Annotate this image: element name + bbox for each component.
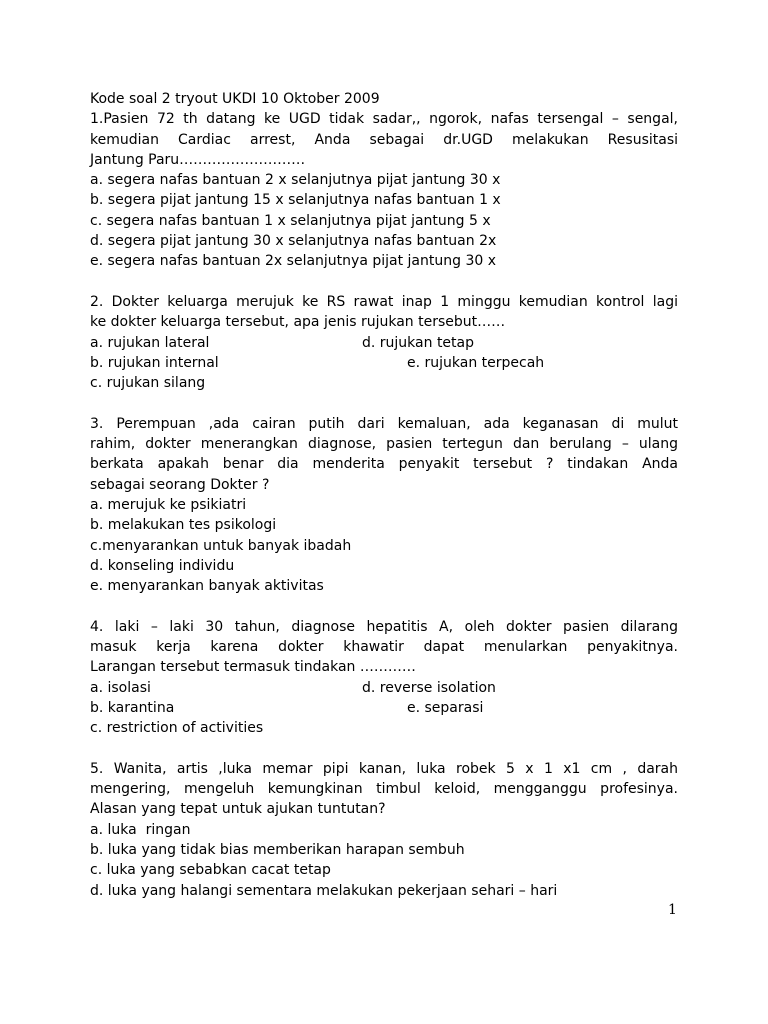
question-1	[90, 109, 678, 271]
answer-options-row	[90, 353, 678, 373]
question-stem-line: Jantung Paru………………………	[90, 151, 306, 168]
answer-option-d: d. luka yang halangi sementara melakukan pekerjaan sehari – hari	[90, 882, 558, 899]
question-stem-line: 2. Dokter keluarga merujuk ke RS rawat inap 1 minggu kemudian kontrol lagi	[90, 293, 678, 310]
answer-option-e: e. separasi	[407, 699, 484, 716]
answer-option-d: d. segera pijat jantung 30 x selanjutnya nafas bantuan 2x	[90, 233, 497, 250]
question-stem-line: sebagai seorang Dokter ?	[90, 476, 270, 493]
answer-option-a: a. segera nafas bantuan 2 x selanjutnya pijat jantung 30 x	[90, 172, 501, 189]
question-3	[90, 414, 678, 597]
page-number: 1	[668, 902, 677, 918]
answer-options-row	[90, 333, 678, 353]
answer-option-a: a. luka ringan	[90, 821, 191, 838]
answer-option-d: d. reverse isolation	[362, 679, 496, 696]
question-stem-line: 3. Perempuan ,ada cairan putih dari kemaluan, ada keganasan di mulut	[90, 415, 678, 432]
answer-option-a: a. merujuk ke psikiatri	[90, 496, 247, 513]
question-stem-line: ke dokter keluarga tersebut, apa jenis rujukan tersebut……	[90, 314, 506, 331]
question-stem-line: 1.Pasien 72 th datang ke UGD tidak sadar,, ngorok, nafas tersengal – sengal,	[90, 111, 678, 128]
answer-option-a: a. isolasi	[90, 679, 151, 696]
question-stem-line: kemudian Cardiac arrest, Anda sebagai dr.UGD melakukan Resusitasi	[90, 131, 678, 148]
question-4	[90, 617, 678, 739]
answer-option-e: e. segera nafas bantuan 2x selanjutnya pijat jantung 30 x	[90, 253, 496, 270]
exam-page	[90, 89, 678, 901]
answer-options-row	[90, 698, 678, 718]
answer-option-c: c. luka yang sebabkan cacat tetap	[90, 862, 331, 879]
question-2	[90, 292, 678, 393]
question-stem-line: Larangan tersebut termasuk tindakan …………	[90, 659, 416, 676]
question-stem-line: mengering, mengeluh kemungkinan timbul keloid, mengganggu profesinya.	[90, 781, 678, 798]
answer-option-e: e. rujukan terpecah	[407, 354, 545, 371]
answer-option-b: b. karantina	[90, 699, 175, 716]
answer-option-b: b. rujukan internal	[90, 354, 219, 371]
answer-option-b: b. luka yang tidak bias memberikan harapan sembuh	[90, 841, 465, 858]
answer-option-c: c. segera nafas bantuan 1 x selanjutnya pijat jantung 5 x	[90, 212, 491, 229]
question-stem-line: Alasan yang tepat untuk ajukan tuntutan?	[90, 801, 386, 818]
answer-option-c: c.menyarankan untuk banyak ibadah	[90, 537, 352, 554]
answer-option-e: e. menyarankan banyak aktivitas	[90, 578, 324, 595]
answer-option-c: c. restriction of activities	[90, 720, 264, 737]
question-5	[90, 759, 678, 901]
answer-option-c: c. rujukan silang	[90, 375, 206, 392]
answer-option-d: d. konseling individu	[90, 557, 235, 574]
question-stem-line: 4. laki – laki 30 tahun, diagnose hepatitis A, oleh dokter pasien dilarang	[90, 618, 678, 635]
answer-options-row	[90, 678, 678, 698]
exam-header: Kode soal 2 tryout UKDI 10 Oktober 2009	[90, 91, 380, 107]
question-stem-line: masuk kerja karena dokter khawatir dapat menularkan penyakitnya.	[90, 639, 678, 656]
question-stem-line: 5. Wanita, artis ,luka memar pipi kanan, luka robek 5 x 1 x1 cm , darah	[90, 760, 678, 777]
answer-option-b: b. segera pijat jantung 15 x selanjutnya nafas bantuan 1 x	[90, 192, 501, 209]
question-stem-line: rahim, dokter menerangkan diagnose, pasien tertegun dan berulang – ulang	[90, 436, 678, 453]
question-stem-line: berkata apakah benar dia menderita penyakit tersebut ? tindakan Anda	[90, 456, 678, 473]
answer-option-b: b. melakukan tes psikologi	[90, 517, 277, 534]
answer-option-a: a. rujukan lateral	[90, 334, 210, 351]
answer-option-d: d. rujukan tetap	[362, 334, 474, 351]
